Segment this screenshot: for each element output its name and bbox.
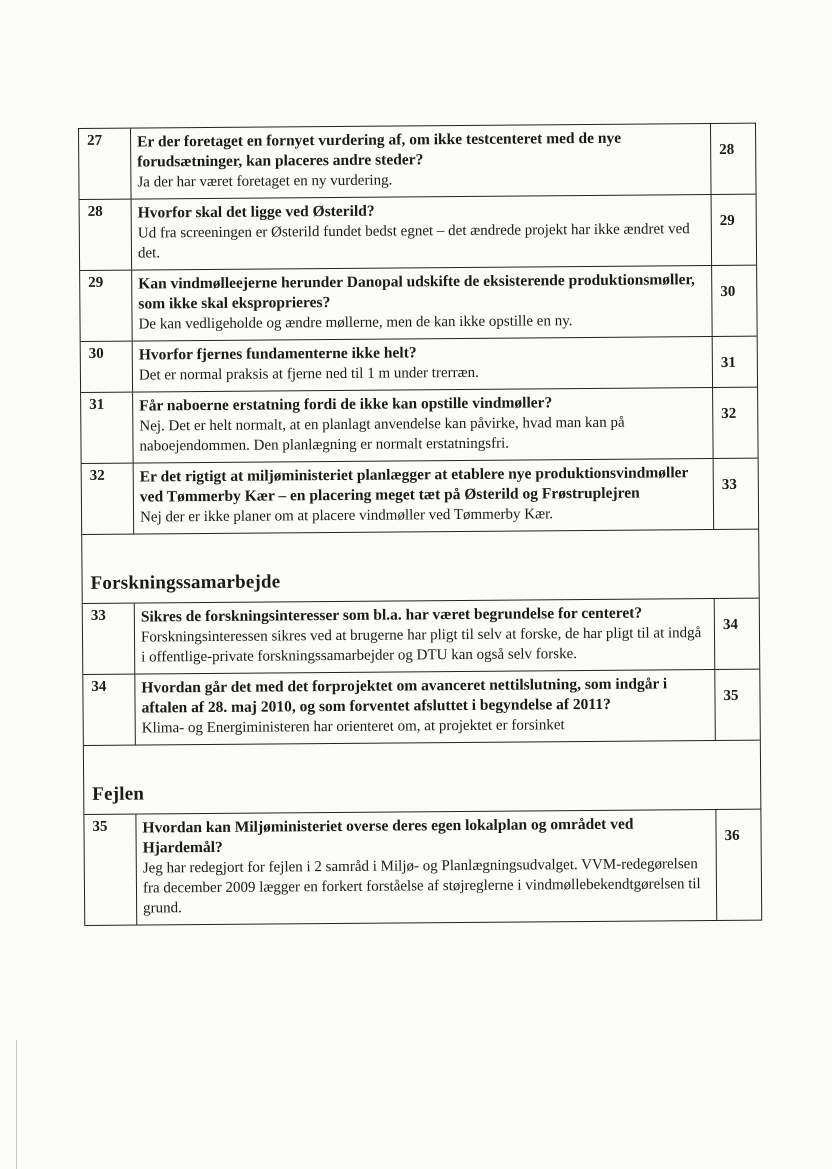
- page-reference: 29: [719, 212, 735, 229]
- question-number: 27: [79, 129, 132, 199]
- question-cell: [132, 195, 713, 270]
- answer-text: Det er normal praksis at fjerne ned til 1 m under trerræn.: [138, 364, 479, 384]
- page-reference: 35: [723, 687, 739, 704]
- page-reference: 30: [720, 283, 736, 300]
- question-cell: [132, 266, 713, 341]
- table-row: [81, 388, 758, 464]
- table-row: [83, 670, 760, 746]
- answer-text: Klima- og Energiministeren har orienteret om, at projektet er forsinket: [141, 717, 565, 737]
- qa-table: [78, 123, 762, 926]
- question-number: 28: [80, 200, 133, 270]
- section-header: [84, 741, 761, 815]
- question-text: Hvorfor skal det ligge ved Østerild?: [137, 202, 375, 222]
- answer-text: Ja der har været foretaget en ny vurdering.: [137, 172, 393, 191]
- question-text: Er der foretaget en fornyet vurdering af, om ikke testcenteret med de nye forudsætninger, kan placeres andre steder?: [137, 129, 622, 171]
- question-cell: [136, 810, 717, 925]
- table-row: [80, 266, 757, 342]
- page-reference: 31: [720, 354, 736, 371]
- answer-text: De kan vedligeholde og ændre møllerne, men de kan ikke opstille en ny.: [138, 313, 573, 333]
- table-row: [84, 810, 761, 926]
- section-title: Forskningssamarbejde: [90, 571, 281, 594]
- answer-text: Nej. Det er helt normalt, at en planlagt anvendelse kan påvirke, hvad man kan på naboejendommen. Den planlægning er normalt erstatningsfri.: [139, 414, 625, 455]
- question-text: Kan vindmølleejerne herunder Danopal udskifte de eksisterende produktionsmøller, som ikke skal eksproprieres?: [138, 271, 695, 313]
- page-reference: 32: [721, 405, 737, 422]
- section-header: [82, 530, 759, 604]
- answer-text: Forskningsinteressen sikres ved at brugerne har pligt til selv at forske, de har pligt til at indgå i offentlige-private forskningssamarbejder og DTU kan også selv forske.: [140, 625, 702, 666]
- question-cell: [135, 670, 716, 745]
- page-reference: 36: [724, 827, 740, 844]
- question-text: Hvorfor fjernes fundamenterne ikke helt?: [138, 344, 417, 364]
- question-cell: [134, 459, 715, 534]
- table-row: [79, 124, 756, 200]
- question-text: Er det rigtigt at miljøministeriet planlægger at etablere nye produktionsvindmøller ved Tømmerby Kær – en placering meget tæt på Østerild og Frøstruplejren: [139, 464, 689, 506]
- question-cell: [135, 599, 716, 674]
- question-number: 30: [81, 342, 133, 392]
- question-text: Sikres de forskningsinteresser som bl.a. har været begrundelse for centeret?: [140, 604, 643, 626]
- question-number: 31: [81, 393, 134, 463]
- table-row: [80, 195, 757, 271]
- question-number: 33: [83, 604, 136, 674]
- page-reference: 28: [719, 141, 735, 158]
- question-cell: [133, 388, 714, 463]
- answer-text: Jeg har redegjort for fejlen i 2 samråd i Miljø- og Planlægningsudvalget. VVM-redegørelsen fra december 2009 lægger en forkert forståelse af støjreglerne i vindmøllebekendtgørelsen til grund.: [142, 856, 701, 917]
- question-cell: [131, 124, 712, 199]
- question-number: 34: [83, 675, 136, 745]
- question-text: Hvordan går det med det forprojektet om avanceret nettilslutning, som indgår i aftalen af 28. maj 2010, og som forventet afsluttet i begyndelse af 2011?: [141, 675, 668, 717]
- question-cell: [133, 337, 713, 392]
- section-title: Fejlen: [92, 783, 145, 805]
- table-row: [83, 599, 760, 675]
- table-row: [82, 459, 759, 535]
- scan-edge-line: [16, 1040, 17, 1169]
- page-reference: 33: [721, 476, 737, 493]
- question-number: 29: [80, 271, 133, 341]
- question-number: 32: [82, 464, 135, 534]
- question-text: Hvordan kan Miljøministeriet overse deres egen lokalplan og området ved Hjardemål?: [142, 815, 634, 857]
- question-text: Får naboerne erstatning fordi de ikke kan opstille vindmøller?: [139, 394, 553, 415]
- question-number: 35: [84, 815, 137, 925]
- page-reference: 34: [722, 616, 738, 633]
- answer-text: Nej der er ikke planer om at placere vindmøller ved Tømmerby Kær.: [139, 506, 554, 526]
- table-row: [81, 337, 757, 393]
- answer-text: Ud fra screeningen er Østerild fundet bedst egnet – det ændrede projekt har ikke ændret ved det.: [137, 221, 690, 262]
